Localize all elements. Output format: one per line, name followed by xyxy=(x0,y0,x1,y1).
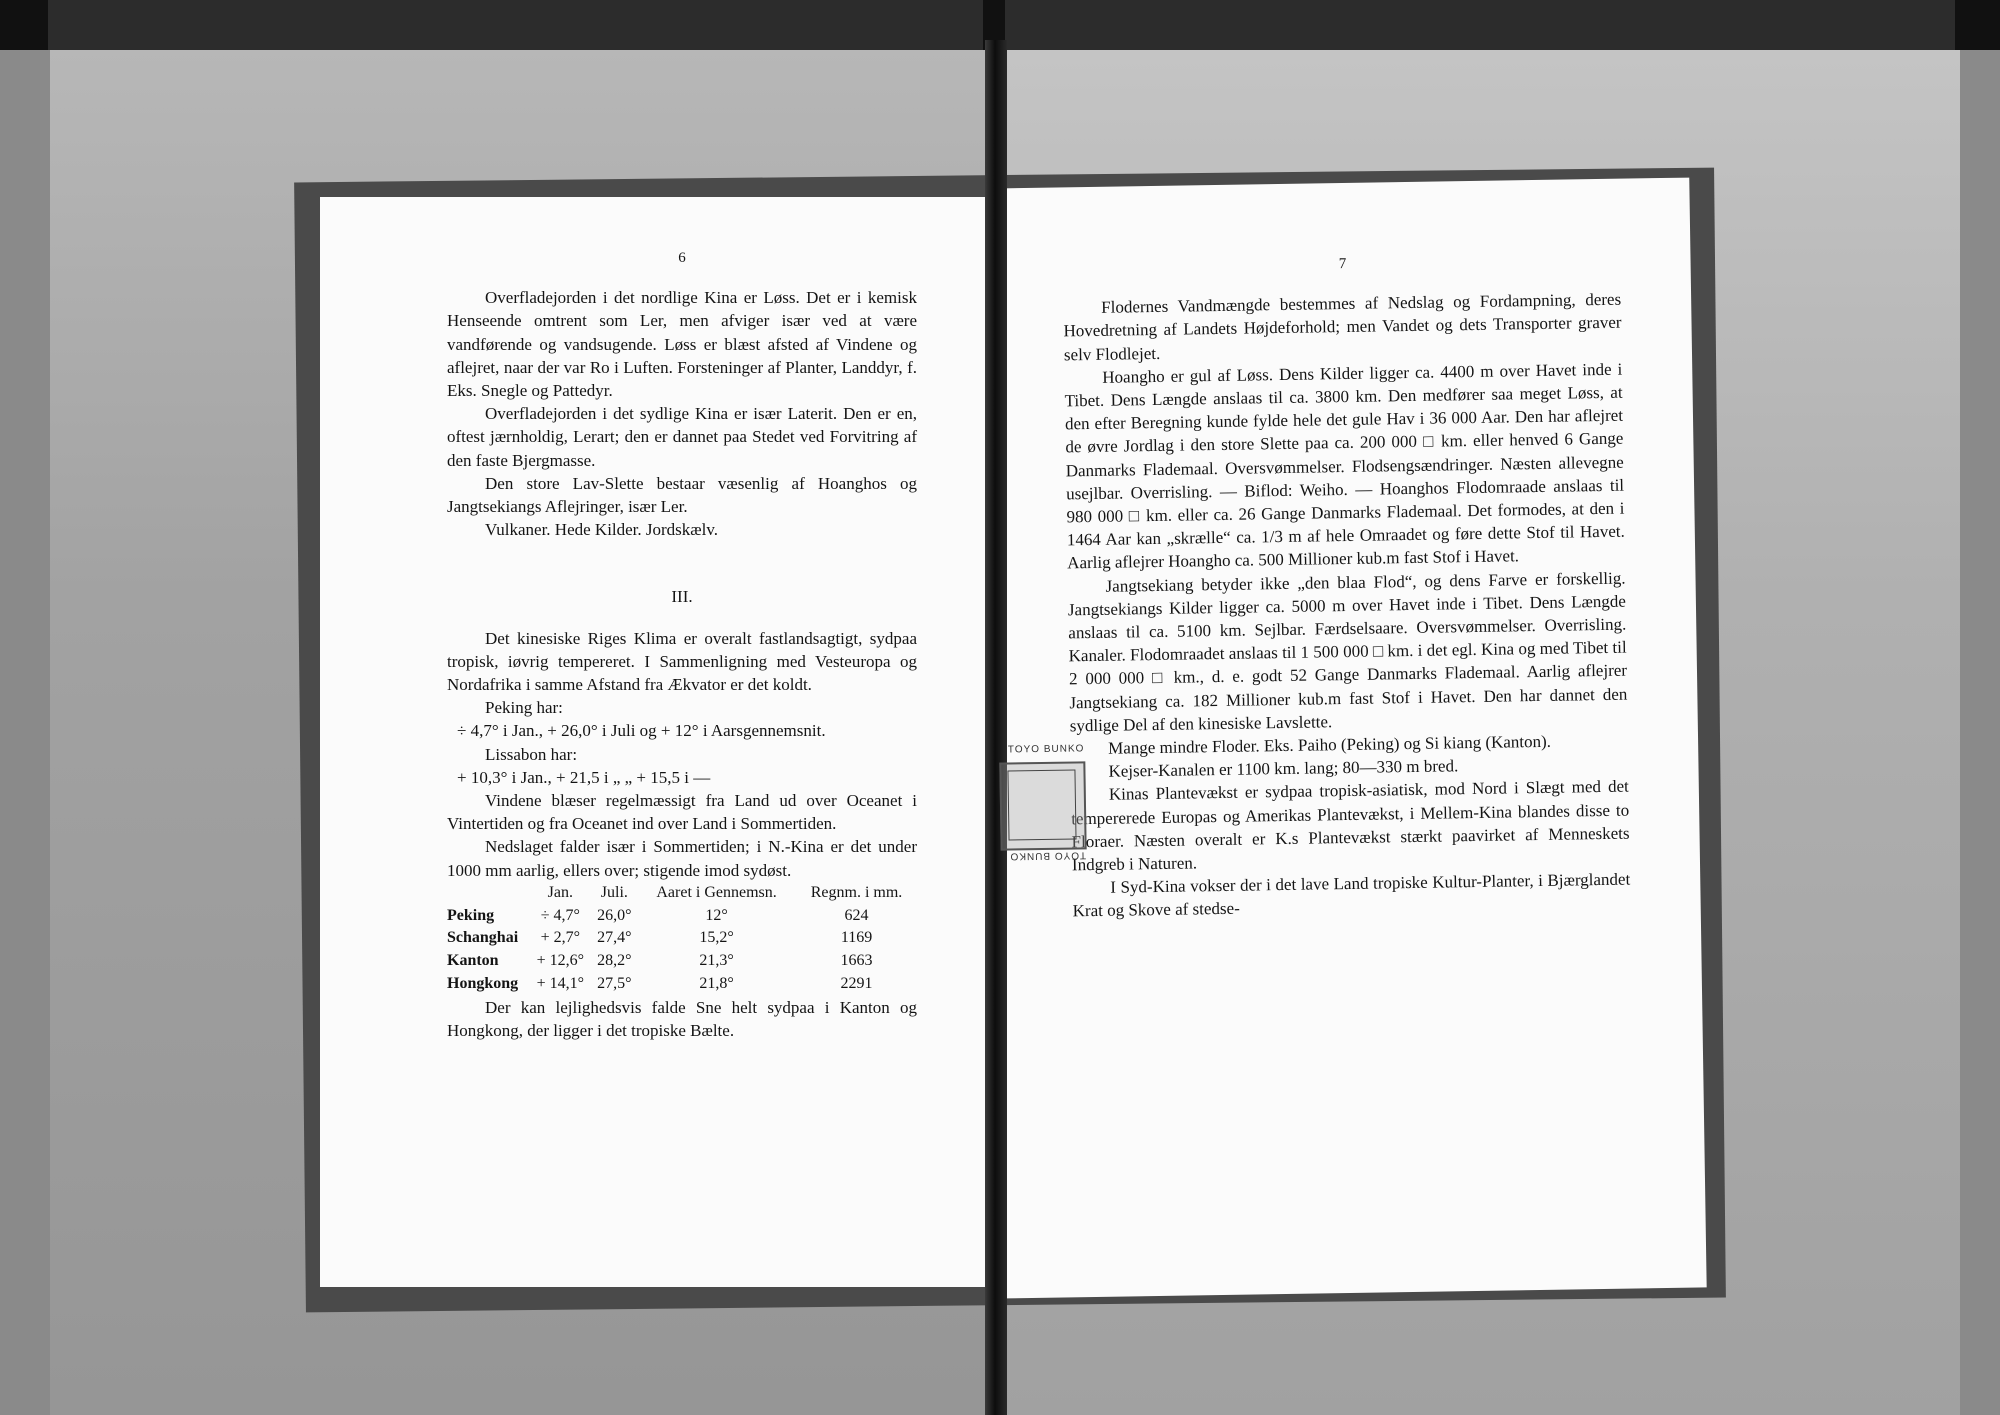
table-cell: 26,0° xyxy=(597,906,632,924)
paragraph: Flodernes Vandmængde bestemmes af Nedslag og Fordampning, deres Hovedretning af Landets Højdeforhold; men Vandet og dets Transporter graver selv Flodlejet. xyxy=(1063,289,1622,365)
table-cell: 15,2° xyxy=(699,929,734,947)
table-header: Jan. xyxy=(547,883,573,901)
climate-values: + 10,3° i Jan., + 21,5 i „ „ + 15,5 i — xyxy=(457,767,711,787)
table-row xyxy=(447,905,917,928)
table-cell: Kanton xyxy=(447,952,499,970)
table-cell: 2291 xyxy=(840,975,873,993)
left-page xyxy=(320,197,992,1287)
paragraph: Det kinesiske Riges Klima er overalt fastlandsagtigt, sydpaa tropisk, iøvrig tempereret. I Sammenligning med Vesteuropa og Nordafrika i samme Afstand fra Ækvator er det koldt. xyxy=(447,628,917,695)
paragraph: Der kan lejlighedsvis falde Sne helt sydpaa i Kanton og Hongkong, der ligger i det tropiske Bælte. xyxy=(447,997,917,1041)
stamp-text: TOYO BUNKO xyxy=(1007,743,1085,756)
table-cell: 1663 xyxy=(840,952,873,970)
paragraph: Overfladejorden i det nordlige Kina er Løss. Det er i kemisk Henseende omtrent som Ler, men afviger især ved at være vandførende og vandsugende. Løss er blæst afsted af Vindene og aflejret, naar der var Ro i Luften. Forsteninger af Planter, Landdyr, f. Eks. Snegle og Pattedyr. xyxy=(447,288,917,401)
stamp-seal xyxy=(1007,769,1076,840)
paragraph: Hoangho er gul af Løss. Dens Kilder ligger ca. 4400 m over Havet inde i Tibet. Dens Længde anslaas til ca. 3800 km. Den medfører saa meget Løss, at den efter Beregning kunde fylde hele det gule Hav i 36 000 Aar. Den har aflejret de øvre Jordlag i den store Slette paa ca. 200 000 □ km. eller henved 6 Gange Danmarks Flademaal. Oversvømmelser. Flodsengsændringer. Næsten allevegne usejlbar. Overrisling. — Biflod: Weiho. — Hoanghos Flodomraade anslaas til 980 000 □ km. eller ca. 26 Gange Danmarks Flademaal. Det formodes, at den i 1464 Aar kan „skrælle“ ca. 1/3 m af hele Omraadet og føre dette Stof til Havet. Aarlig aflejrer Hoangho ca. 500 Millioner kub.m fast Stof i Havet. xyxy=(1064,359,1625,573)
table-header xyxy=(447,882,529,905)
table-cell: Peking xyxy=(447,906,495,924)
table-cell: 1169 xyxy=(840,929,873,947)
climate-table xyxy=(447,882,917,996)
table-cell: ÷ 4,7° xyxy=(540,906,580,924)
table-row xyxy=(447,950,917,973)
stamp-text: TOYO BUNKO xyxy=(1009,849,1087,862)
table-cell: 21,3° xyxy=(699,952,734,970)
table-cell: 27,5° xyxy=(597,975,632,993)
table-header: Juli. xyxy=(600,883,628,901)
table-header: Regnm. i mm. xyxy=(810,883,903,901)
climate-label: Peking har: xyxy=(485,698,563,718)
scanner-top-bar-left xyxy=(48,0,983,50)
table-cell: 624 xyxy=(844,906,869,924)
paragraph: Vindene blæser regelmæssigt fra Land ud over Oceanet i Vintertiden og fra Oceanet ind over Land i Sommertiden. xyxy=(447,791,917,834)
library-stamp xyxy=(999,743,1087,862)
paragraph: Nedslaget falder især i Sommertiden; i N.-Kina er det under 1000 mm aarlig, ellers over; stigende imod sydøst. xyxy=(447,837,917,880)
scanner-top-bar-right xyxy=(1005,0,1955,50)
page-number: 7 xyxy=(1338,255,1347,273)
table-cell: Schanghai xyxy=(447,929,519,947)
page-number: 6 xyxy=(678,250,686,266)
climate-label: Lissabon har: xyxy=(485,744,578,764)
table-cell: Hongkong xyxy=(447,975,519,993)
paragraph: Overfladejorden i det sydlige Kina er især Laterit. Den er en, oftest jærnholdig, Lerart; den er dannet paa Stedet ved Forvitring af den faste Bjergmasse. xyxy=(447,404,917,470)
paragraph: Jangtsekiang betyder ikke „den blaa Flod“, og dens Farve er forskellig. Jangtsekiangs Kilder ligger ca. 5000 m over Havet inde i Tibet. Dens Længde anslaas til ca. 5100 km. Sejlbar. Færdselsaare. Oversvømmelser. Overrisling. Kanaler. Flodomraadet anslaas til 1 500 000 □ km. i det egl. Kina og med Tibet til 2 000 000 □ km., d. e. godt 52 Gange Danmarks Flademaal. Aarlig aflejrer Jangtsekiang ca. 182 Millioner kub.m fast Stof i Havet. Den har dannet den sydlige Del af den kinesiske Lavslette. xyxy=(1067,568,1628,736)
paragraph: Den store Lav-Slette bestaar væsenlig af Hoanghos og Jangtsekiangs Aflejringer, især Ler. xyxy=(447,473,917,517)
table-cell: + 12,6° xyxy=(536,952,585,970)
right-page xyxy=(989,178,1706,1299)
table-header-row xyxy=(447,882,917,905)
table-cell: 21,8° xyxy=(699,975,734,993)
paragraph: Mange mindre Floder. Eks. Paiho (Peking) og Si kiang (Kanton). xyxy=(1107,731,1552,758)
table-cell: + 2,7° xyxy=(540,929,581,947)
section-heading: III. xyxy=(671,587,693,607)
table-cell: 27,4° xyxy=(597,929,632,947)
table-row xyxy=(447,973,917,996)
paragraph: Vulkaner. Hede Kilder. Jordskælv. xyxy=(485,520,719,540)
left-page-text xyxy=(447,286,917,1042)
table-cell: 12° xyxy=(705,906,728,924)
table-cell: + 14,1° xyxy=(536,975,585,993)
right-page-text xyxy=(1063,288,1631,923)
paragraph: I Syd-Kina vokser der i det lave Land tropiske Kultur-Planter, i Bjærglandet Krat og Skove af stedse- xyxy=(1072,869,1631,921)
book-gutter xyxy=(985,40,1007,1415)
table-header: Aaret i Gennemsn. xyxy=(656,883,777,901)
table-row xyxy=(447,927,917,950)
paragraph: Kinas Plantevækst er sydpaa tropisk-asiatisk, mod Nord i Slægt med det tempererede Europas og Amerikas Plantevækst, i Mellem-Kina blandes disse to Floraer. Næsten overalt er K.s Plantevækst stærkt paavirket af Menneskets Indgreb i Naturen. xyxy=(1071,777,1630,875)
table-cell: 28,2° xyxy=(597,952,632,970)
climate-values: ÷ 4,7° i Jan., + 26,0° i Juli og + 12° i Aarsgennemsnit. xyxy=(457,721,826,741)
paragraph: Kejser-Kanalen er 1100 km. lang; 80—330 m bred. xyxy=(1108,756,1459,782)
